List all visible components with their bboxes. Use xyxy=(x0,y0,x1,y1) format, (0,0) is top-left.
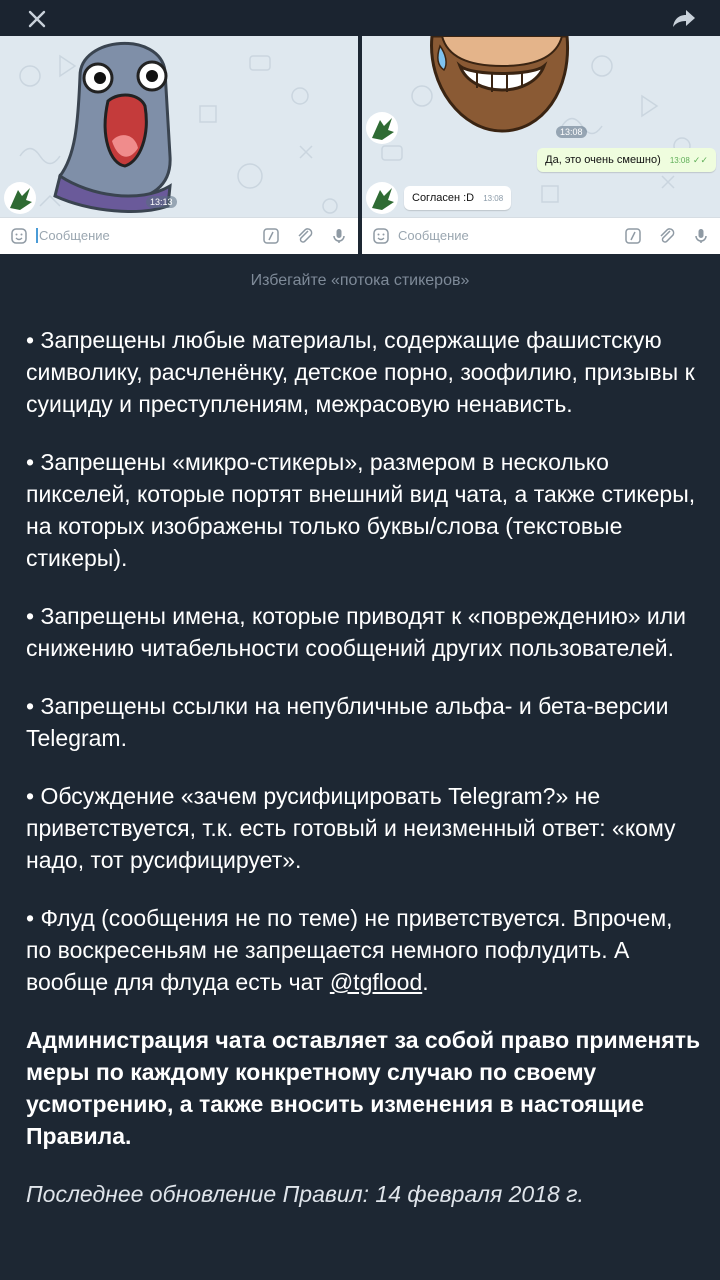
rule-text: . xyxy=(422,969,429,995)
last-updated: Последнее обновление Правил: 14 февраля 2018 г. xyxy=(26,1181,584,1207)
rule-item: • Запрещены любые материалы, содержащие фашистскую символику, расчленёнку, детское порно, зоофилию, призывы к суициду и преступлениям, межрасовую ненависть. xyxy=(26,327,695,417)
outgoing-message xyxy=(537,148,716,172)
paperclip-icon[interactable] xyxy=(658,227,676,245)
rules-list xyxy=(26,324,702,1210)
message-time: 13:08 xyxy=(669,156,690,165)
rule-item-flood xyxy=(26,902,702,998)
message-input[interactable]: Сообщение xyxy=(398,228,469,243)
sticker-icon[interactable] xyxy=(624,227,642,245)
sticker-flood-preview-left xyxy=(0,36,358,254)
message-text: Да, это очень смешно) xyxy=(545,154,661,166)
smile-icon[interactable] xyxy=(372,227,390,245)
rule-item: • Запрещены ссылки на непубличные альфа- и бета-версии Telegram. xyxy=(26,693,669,751)
message-time: 13:08 xyxy=(556,126,587,138)
microphone-icon[interactable] xyxy=(330,227,348,245)
microphone-icon[interactable] xyxy=(692,227,710,245)
read-check-icon: ✓✓ xyxy=(692,155,708,165)
incoming-message xyxy=(404,186,511,210)
rule-item: • Обсуждение «зачем русифицировать Telegram?» не приветствуется, т.к. есть готовый и неизменный ответ: «кому надо, тот русифицирует». xyxy=(26,783,676,873)
dragon-avatar-icon xyxy=(366,182,398,214)
message-input-bar xyxy=(0,217,358,254)
avatar xyxy=(366,182,398,214)
rule-item: • Запрещены имена, которые приводят к «повреждению» или снижению читабельности сообщений других пользователей. xyxy=(26,603,687,661)
tgflood-link[interactable]: @tgflood xyxy=(329,969,423,995)
sticker-icon[interactable] xyxy=(262,227,280,245)
message-input[interactable]: Сообщение xyxy=(36,228,110,243)
admin-note: Администрация чата оставляет за собой право применять меры по каждому конкретному случаю по своему усмотрению, а также вносить изменения в настоящие Правила. xyxy=(26,1027,701,1149)
message-time: 13:08 xyxy=(483,194,504,203)
message-text: Согласен :D xyxy=(412,192,475,204)
close-icon[interactable] xyxy=(24,7,50,31)
top-bar xyxy=(0,0,720,36)
paperclip-icon[interactable] xyxy=(296,227,314,245)
image-caption: Избегайте «потока стикеров» xyxy=(250,272,470,289)
pigeon-sticker xyxy=(40,36,220,216)
avatar xyxy=(4,182,36,214)
rule-item: • Запрещены «микро-стикеры», размером в несколько пикселей, которые портят внешний вид чата, а также стикеры, на которых изображены только буквы/слова (текстовые стикеры). xyxy=(26,449,696,571)
message-time: 13:13 xyxy=(146,196,177,208)
share-icon[interactable] xyxy=(672,8,696,28)
sticker-flood-preview-right xyxy=(362,36,720,254)
message-input-bar xyxy=(362,217,720,254)
dragon-avatar-icon xyxy=(4,182,36,214)
rule-text: • Флуд (сообщения не по теме) не приветствуется. Впрочем, по воскресеньям не запрещается немного пофлудить. А вообще для флуда есть чат xyxy=(26,905,673,995)
smile-icon[interactable] xyxy=(10,227,28,245)
avatar xyxy=(366,112,398,144)
dragon-avatar-icon xyxy=(366,112,398,144)
